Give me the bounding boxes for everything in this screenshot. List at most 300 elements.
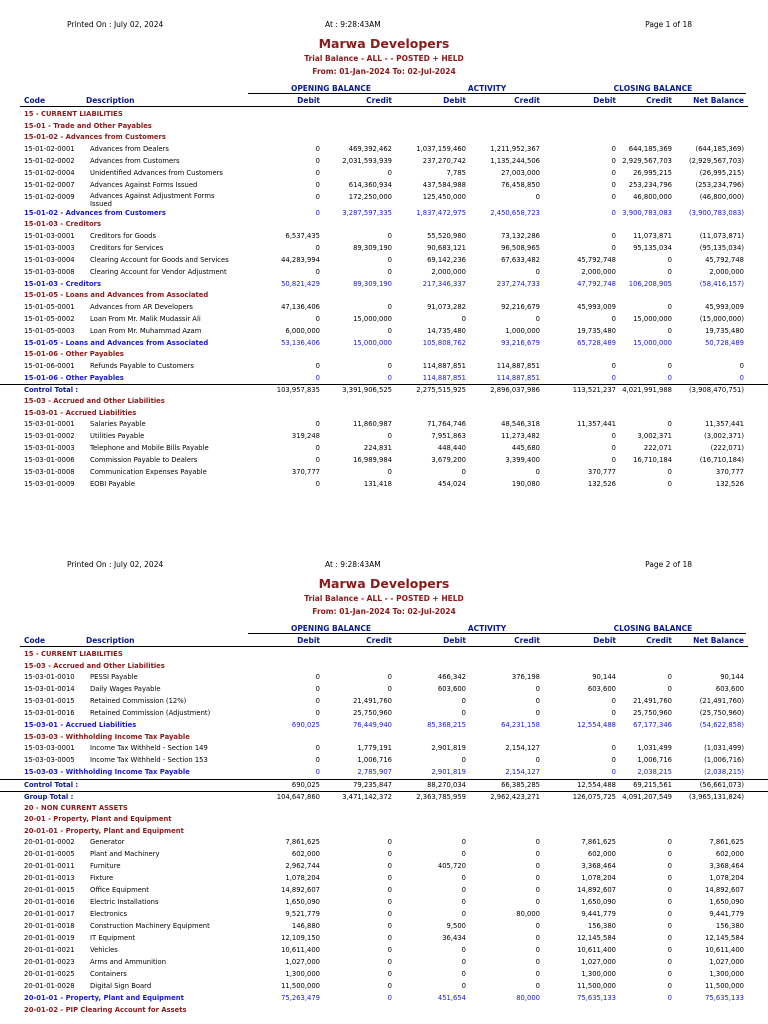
amount-cell: 0 (667, 898, 672, 906)
section-label: 15-01-06 - Other Payables (24, 350, 124, 358)
amount-cell: 71,764,746 (427, 420, 466, 428)
table-row (0, 873, 768, 885)
amount-cell: (25,750,960) (699, 709, 744, 717)
amount-cell: 50,821,429 (281, 279, 320, 288)
amount-cell: 14,892,607 (705, 886, 744, 894)
amount-cell: 172,250,000 (348, 192, 392, 201)
account-description: Construction Machinery Equipment (90, 922, 210, 930)
amount-cell: 9,441,779 (709, 910, 744, 918)
amount-cell: 0 (611, 192, 616, 201)
account-description: Loan From Mr. Muhammad Azam (90, 326, 202, 335)
amount-cell: 0 (461, 982, 466, 990)
amount-cell: 69,142,236 (427, 255, 466, 264)
amount-cell: 146,880 (291, 922, 320, 930)
account-description: Refunds Payable to Customers (90, 361, 194, 370)
amount-cell: 75,635,133 (577, 994, 616, 1002)
table-row (0, 326, 768, 338)
account-description: Vehicles (90, 946, 118, 954)
amount-cell: 0 (387, 862, 392, 870)
table-row (0, 479, 768, 491)
amount-cell: 690,025 (291, 780, 320, 789)
section-heading (0, 132, 768, 144)
account-description: Generator (90, 838, 125, 846)
amount-cell: (54,622,858) (699, 721, 744, 729)
amount-cell: 14,892,607 (281, 886, 320, 894)
table-row (0, 168, 768, 180)
amount-cell: 0 (535, 982, 540, 990)
amount-cell: 0 (387, 168, 392, 177)
amount-cell: (11,073,871) (699, 231, 744, 240)
section-heading (0, 661, 768, 673)
amount-cell: 9,500 (446, 922, 466, 930)
amount-cell: 89,309,190 (353, 243, 392, 252)
amount-cell: 0 (667, 673, 672, 681)
amount-cell: 614,360,934 (348, 180, 392, 189)
table-row (0, 302, 768, 314)
amount-cell: 0 (667, 267, 672, 276)
total-label: 15-01-02 - Advances from Customers (24, 208, 166, 217)
amount-cell: 105,808,762 (422, 338, 466, 347)
amount-cell: (56,661,073) (699, 780, 744, 789)
amount-cell: 2,000,000 (581, 267, 616, 276)
amount-cell: 114,887,851 (422, 361, 466, 370)
amount-cell: 0 (535, 685, 540, 693)
amount-cell: 1,078,204 (581, 874, 616, 882)
account-description: Advances Against Adjustment Forms (90, 191, 215, 200)
amount-cell: 0 (387, 970, 392, 978)
table-row (0, 314, 768, 326)
subtotal-row (0, 767, 768, 779)
amount-cell: 2,275,515,925 (416, 386, 466, 394)
amount-cell: 0 (667, 850, 672, 858)
section-heading (0, 814, 768, 826)
amount-cell: 126,075,725 (572, 792, 616, 801)
subtotal-row (0, 279, 768, 291)
amount-cell: 75,635,133 (705, 994, 744, 1002)
amount-cell: 0 (315, 180, 320, 189)
amount-cell: 237,274,733 (496, 279, 540, 288)
table-row (0, 267, 768, 279)
section-heading (0, 408, 768, 420)
amount-cell: 0 (387, 468, 392, 476)
account-code: 20-01-01-0019 (24, 934, 75, 942)
amount-cell: 12,109,150 (281, 934, 320, 942)
amount-cell: 93,216,679 (501, 338, 540, 347)
amount-cell: 45,993,009 (577, 302, 616, 311)
amount-cell: (26,995,215) (699, 168, 744, 177)
column-header: Description (86, 96, 135, 105)
total-label: Group Total : (24, 792, 74, 801)
amount-cell: 114,887,851 (496, 361, 540, 370)
amount-cell: 7,785 (446, 168, 466, 177)
report-subtitle: Trial Balance - ALL - - POSTED + HELD (304, 594, 464, 603)
section-heading (0, 803, 768, 815)
amount-cell: 12,554,488 (577, 780, 616, 789)
amount-cell: 67,177,346 (633, 721, 672, 729)
column-header: Debit (593, 636, 616, 645)
amount-cell: 79,235,847 (353, 780, 392, 789)
amount-cell: 47,136,406 (281, 302, 320, 311)
amount-cell: 0 (667, 934, 672, 942)
column-header: Net Balance (693, 96, 744, 105)
table-row (0, 933, 768, 945)
amount-cell: 0 (667, 958, 672, 966)
amount-cell: (95,135,034) (699, 243, 744, 252)
amount-cell: 3,679,200 (431, 456, 466, 464)
account-code: 15-01-03-0003 (24, 243, 75, 252)
table-row (0, 672, 768, 684)
amount-cell: 0 (535, 697, 540, 705)
amount-cell: 0 (387, 922, 392, 930)
amount-cell: 2,896,037,986 (490, 386, 540, 394)
section-label: 15 - CURRENT LIABILITIES (24, 110, 123, 118)
amount-cell: 12,145,584 (577, 934, 616, 942)
account-description: Containers (90, 970, 127, 978)
column-header: Code (24, 636, 46, 645)
amount-cell: 0 (387, 982, 392, 990)
amount-cell: 0 (315, 156, 320, 165)
amount-cell: 2,929,567,703 (622, 156, 672, 165)
amount-cell: 0 (387, 910, 392, 918)
amount-cell: 0 (315, 361, 320, 370)
table-row (0, 743, 768, 755)
table-row (0, 897, 768, 909)
account-code: 15-03-01-0014 (24, 685, 75, 693)
account-description: Retained Commission (Adjustment) (90, 709, 211, 717)
company-name: Marwa Developers (318, 36, 450, 51)
amount-cell: 224,831 (363, 444, 392, 452)
amount-cell: 370,777 (715, 468, 744, 476)
account-code: 20-01-01-0021 (24, 946, 75, 954)
amount-cell: 3,368,464 (709, 862, 744, 870)
amount-cell: 0 (461, 898, 466, 906)
amount-cell: 7,861,625 (709, 838, 744, 846)
amount-cell: 319,248 (291, 432, 320, 440)
page-number: Page 1 of 18 (645, 20, 692, 29)
amount-cell: (3,900,783,083) (688, 208, 744, 217)
account-description: Income Tax Withheld - Section 149 (90, 744, 208, 752)
account-description: Arms and Ammunition (90, 958, 167, 966)
account-code: 15-03-01-0015 (24, 697, 75, 705)
amount-cell: 1,078,204 (285, 874, 320, 882)
account-code: 15-03-01-0002 (24, 432, 75, 440)
amount-cell: 131,418 (363, 480, 392, 488)
account-code: 15-03-01-0016 (24, 709, 75, 717)
account-description: Digital Sign Board (90, 982, 152, 990)
report-period: From: 01-Jan-2024 To: 02-Jul-2024 (312, 67, 456, 76)
section-heading (0, 349, 768, 361)
account-code: 20-01-01-0018 (24, 922, 75, 930)
amount-cell: 0 (315, 756, 320, 764)
account-code: 20-01-01-0002 (24, 838, 75, 846)
account-code: 15-01-02-0004 (24, 168, 75, 177)
amount-cell: 0 (461, 886, 466, 894)
account-code: 15-01-03-0001 (24, 231, 75, 240)
amount-cell: 69,215,561 (633, 780, 672, 789)
amount-cell: (3,965,131,824) (688, 792, 744, 801)
amount-cell: 3,391,906,525 (342, 386, 392, 394)
amount-cell: 46,800,000 (633, 192, 672, 201)
amount-cell: 0 (611, 697, 616, 705)
amount-cell: 602,000 (291, 850, 320, 858)
account-code: 15-01-05-0002 (24, 314, 75, 323)
table-row (0, 885, 768, 897)
amount-cell: 2,901,819 (431, 768, 466, 776)
account-description: Telephone and Mobile Bills Payable (90, 444, 209, 452)
section-label: 15-03-01 - Accrued Liabilities (24, 408, 137, 417)
account-code: 15-03-03-0005 (24, 756, 75, 764)
amount-cell: 1,037,159,460 (416, 144, 466, 153)
amount-cell: 0 (461, 874, 466, 882)
amount-cell: 2,038,215 (637, 768, 672, 776)
account-code: 15-01-02-0001 (24, 144, 75, 153)
amount-cell: 0 (611, 432, 616, 440)
account-description: Furniture (90, 862, 121, 870)
section-label: 15-01-03 - Creditors (24, 220, 102, 228)
amount-cell: 2,000,000 (431, 267, 466, 276)
amount-cell: 19,735,480 (577, 326, 616, 335)
amount-cell: 0 (535, 886, 540, 894)
section-label: 15-03 - Accrued and Other Liabilities (24, 397, 165, 405)
amount-cell: 114,887,851 (496, 373, 540, 382)
amount-cell: 0 (535, 192, 540, 201)
table-row (0, 696, 768, 708)
amount-cell: 66,385,285 (501, 780, 540, 789)
amount-cell: 27,003,000 (501, 168, 540, 177)
table-row (0, 192, 768, 208)
amount-cell: 1,837,472,975 (416, 208, 466, 217)
table-row (0, 945, 768, 957)
subtotal-row (0, 208, 768, 220)
amount-cell: 2,962,744 (285, 862, 320, 870)
amount-cell: 454,024 (437, 480, 466, 488)
total-label: 15-01-05 - Loans and Advances from Associated (24, 338, 209, 347)
amount-cell: 1,650,090 (581, 898, 616, 906)
account-description: IT Equipment (90, 934, 136, 942)
amount-cell: 469,392,462 (348, 144, 392, 153)
amount-cell: 0 (535, 468, 540, 476)
amount-cell: (1,006,716) (704, 756, 744, 764)
amount-cell: 1,027,000 (285, 958, 320, 966)
amount-cell: 11,357,441 (705, 420, 744, 428)
amount-cell: 90,144 (592, 673, 616, 681)
amount-cell: 9,521,779 (285, 910, 320, 918)
amount-cell: 1,650,090 (709, 898, 744, 906)
amount-cell: 73,132,286 (501, 231, 540, 240)
amount-cell: 0 (461, 697, 466, 705)
amount-cell: (253,234,796) (695, 180, 744, 189)
section-heading (0, 826, 768, 838)
section-label: 15-03-03 - Withholding Income Tax Payable (24, 732, 190, 741)
total-label: 15-01-06 - Other Payables (24, 373, 124, 382)
amount-cell: 10,611,400 (577, 946, 616, 954)
amount-cell: 44,283,994 (281, 255, 320, 264)
amount-cell: 36,434 (442, 934, 466, 942)
amount-cell: 644,185,369 (628, 144, 672, 153)
amount-cell: 0 (387, 432, 392, 440)
amount-cell: 0 (315, 192, 320, 201)
account-description: Advances from Dealers (90, 144, 169, 153)
amount-cell: 6,000,000 (285, 326, 320, 335)
account-code: 20-01-01-0023 (24, 958, 75, 966)
amount-cell: 85,368,215 (427, 721, 466, 729)
amount-cell: 602,000 (715, 850, 744, 858)
account-description: Fixture (90, 874, 114, 882)
amount-cell: 0 (535, 970, 540, 978)
amount-cell: 1,027,000 (709, 958, 744, 966)
section-heading (0, 109, 768, 121)
amount-cell: 113,521,237 (572, 386, 616, 394)
section-label: 15-01-02 - Advances from Customers (24, 133, 166, 141)
amount-cell: 0 (387, 934, 392, 942)
total-label: Control Total : (24, 780, 79, 789)
amount-cell: 0 (535, 267, 540, 276)
amount-cell: 92,216,679 (501, 302, 540, 311)
section-heading (0, 290, 768, 302)
amount-cell: 190,080 (511, 480, 540, 488)
amount-cell: 0 (535, 709, 540, 717)
amount-cell: 76,449,940 (353, 721, 392, 729)
amount-cell: 1,300,000 (581, 970, 616, 978)
amount-cell: 16,710,184 (633, 456, 672, 464)
printed-on: Printed On : July 02, 2024 (67, 20, 164, 29)
amount-cell: (3,908,470,751) (688, 386, 744, 394)
amount-cell: 0 (315, 208, 320, 217)
amount-cell: 0 (461, 756, 466, 764)
amount-cell: 47,792,748 (577, 279, 616, 288)
amount-cell: 0 (667, 922, 672, 930)
amount-cell: 0 (461, 468, 466, 476)
amount-cell: 451,654 (437, 994, 466, 1002)
amount-cell: 0 (387, 326, 392, 335)
amount-cell: 370,777 (291, 468, 320, 476)
amount-cell: 237,270,742 (422, 156, 466, 165)
amount-cell: 0 (535, 958, 540, 966)
amount-cell: 0 (461, 838, 466, 846)
amount-cell: 53,136,406 (281, 338, 320, 347)
subtotal-row (0, 338, 768, 350)
account-description: EOBI Payable (90, 480, 136, 488)
account-description: Loan From Mr. Malik Mudassir Ali (90, 314, 201, 323)
amount-cell: 0 (315, 444, 320, 452)
column-header: Debit (297, 636, 320, 645)
section-label: 15-03 - Accrued and Other Liabilities (24, 661, 165, 670)
table-row (0, 849, 768, 861)
amount-cell: 11,073,871 (633, 231, 672, 240)
amount-cell: 2,785,907 (357, 768, 392, 776)
account-description: Communication Expenses Payable (90, 468, 207, 476)
amount-cell: 48,546,318 (501, 420, 540, 428)
amount-cell: 0 (611, 768, 616, 776)
amount-cell: 0 (667, 874, 672, 882)
amount-cell: 156,380 (715, 922, 744, 930)
amount-cell: 0 (387, 958, 392, 966)
amount-cell: 0 (315, 420, 320, 428)
amount-cell: 103,957,835 (276, 386, 320, 394)
account-code: 20-01-01-0016 (24, 898, 75, 906)
amount-cell: 12,145,584 (705, 934, 744, 942)
amount-cell: 0 (387, 886, 392, 894)
amount-cell: 0 (667, 946, 672, 954)
amount-cell: 1,000,000 (505, 326, 540, 335)
amount-cell: 3,368,464 (581, 862, 616, 870)
amount-cell: 11,273,482 (501, 432, 540, 440)
account-code: 15-03-01-0006 (24, 456, 75, 464)
amount-cell: 0 (535, 850, 540, 858)
amount-cell: 603,600 (715, 685, 744, 693)
amount-cell: 1,006,716 (357, 756, 392, 764)
amount-cell: 0 (461, 709, 466, 717)
column-group-header: ACTIVITY (414, 624, 560, 634)
amount-cell: 0 (387, 946, 392, 954)
amount-cell: 0 (611, 314, 616, 323)
amount-cell: 1,300,000 (709, 970, 744, 978)
amount-cell: 96,508,965 (501, 243, 540, 252)
amount-cell: 603,600 (587, 685, 616, 693)
section-heading (0, 649, 768, 661)
account-code: 15-03-01-0010 (24, 673, 75, 681)
amount-cell: 1,135,244,506 (490, 156, 540, 165)
amount-cell: 0 (387, 874, 392, 882)
table-row (0, 981, 768, 993)
column-header: Credit (366, 636, 392, 645)
amount-cell: 10,611,400 (705, 946, 744, 954)
amount-cell: 2,154,127 (505, 744, 540, 752)
account-description: Commission Payable to Dealers (90, 456, 198, 464)
amount-cell: 0 (611, 180, 616, 189)
amount-cell: 0 (611, 709, 616, 717)
amount-cell: 95,135,034 (633, 243, 672, 252)
amount-cell: 3,900,783,083 (622, 208, 672, 217)
amount-cell: 0 (315, 243, 320, 252)
amount-cell: 217,346,337 (422, 279, 466, 288)
amount-cell: 466,342 (437, 673, 466, 681)
amount-cell: 15,000,000 (633, 338, 672, 347)
column-group-header: ACTIVITY (414, 84, 560, 94)
amount-cell: 3,399,400 (505, 456, 540, 464)
amount-cell: 3,002,371 (637, 432, 672, 440)
column-header-row (20, 96, 748, 107)
amount-cell: 21,491,760 (633, 697, 672, 705)
amount-cell: (644,185,369) (695, 144, 744, 153)
table-row (0, 255, 768, 267)
amount-cell: 11,357,441 (577, 420, 616, 428)
amount-cell: 0 (667, 982, 672, 990)
amount-cell: 0 (667, 838, 672, 846)
amount-cell: 0 (611, 361, 616, 370)
amount-cell: 1,031,499 (637, 744, 672, 752)
account-description: Plant and Machinery (90, 850, 160, 858)
report-subtitle: Trial Balance - ALL - - POSTED + HELD (304, 54, 464, 63)
amount-cell: 0 (667, 994, 672, 1002)
amount-cell: 0 (535, 756, 540, 764)
amount-cell: 75,263,479 (281, 994, 320, 1002)
amount-cell: (1,031,499) (704, 744, 744, 752)
column-header: Debit (593, 96, 616, 105)
amount-cell: 2,154,127 (505, 768, 540, 776)
amount-cell: 114,887,851 (422, 373, 466, 382)
amount-cell: 26,995,215 (633, 168, 672, 177)
column-header: Net Balance (693, 636, 744, 645)
account-description: Clearing Account for Goods and Services (90, 255, 229, 264)
amount-cell: (46,800,000) (699, 192, 744, 201)
table-row (0, 921, 768, 933)
amount-cell: 1,779,191 (357, 744, 392, 752)
amount-cell: 0 (315, 768, 320, 776)
account-code: 20-01-01-0013 (24, 874, 75, 882)
amount-cell: 253,234,796 (628, 180, 672, 189)
amount-cell: 45,792,748 (705, 255, 744, 264)
